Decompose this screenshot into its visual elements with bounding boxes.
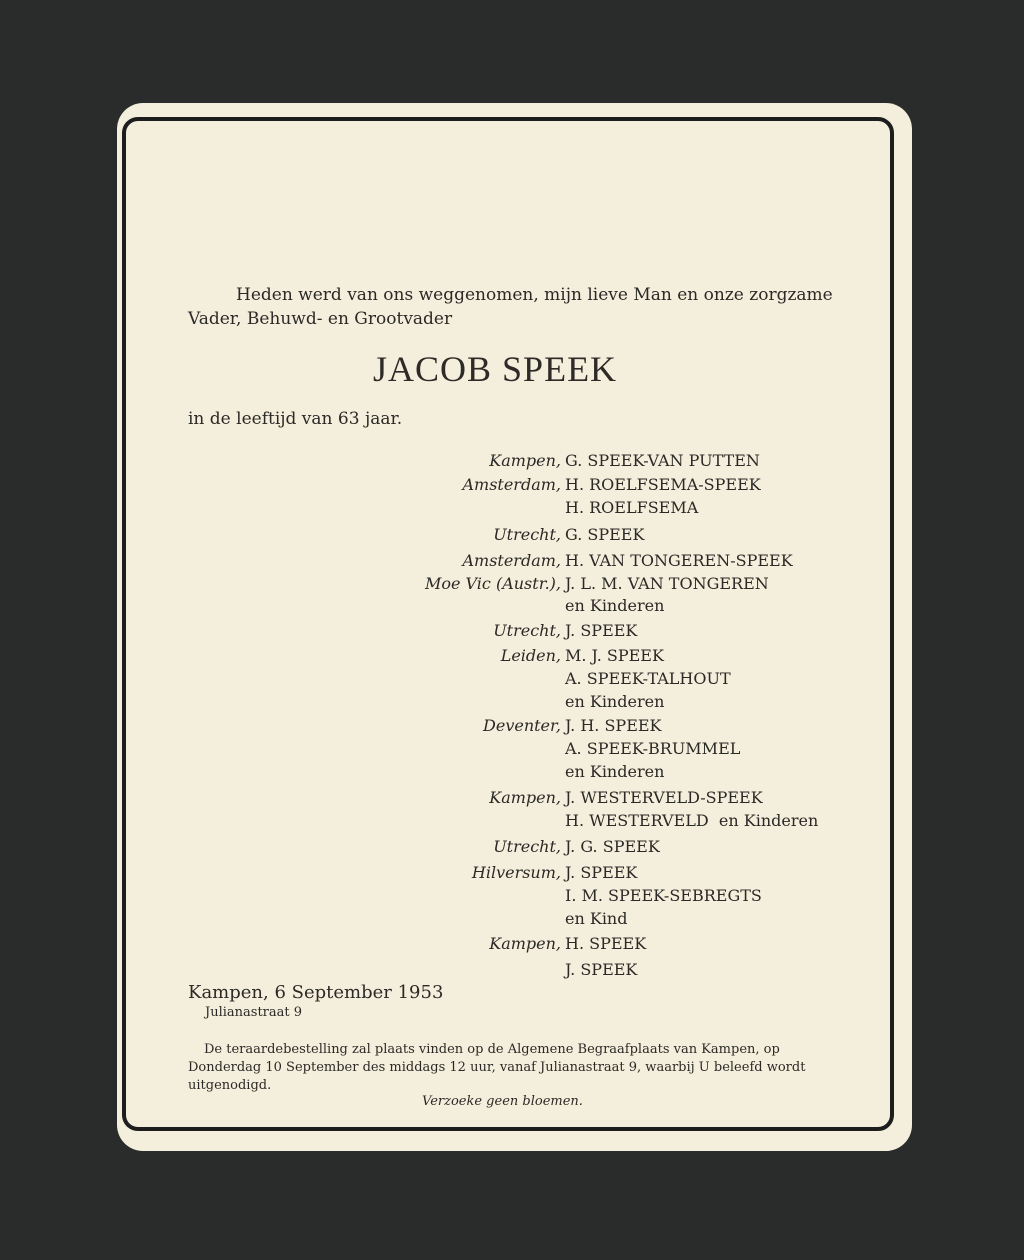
mourner-place: Hilversum, xyxy=(471,863,561,882)
age-line: in de leeftijd van 63 jaar. xyxy=(188,409,403,429)
mourner-name: H. ROELFSEMA-SPEEK xyxy=(565,475,761,494)
intro-line-2: Vader, Behuwd- en Grootvader xyxy=(188,309,453,329)
mourner-place: Kampen, xyxy=(489,451,561,470)
mourner-name: en Kinderen xyxy=(565,596,665,615)
mourner-name: J. SPEEK xyxy=(565,863,638,882)
mourner-name: J. L. M. VAN TONGEREN xyxy=(565,574,769,593)
mourner-name: I. M. SPEEK-SEBREGTS xyxy=(565,886,762,905)
mourner-name: J. H. SPEEK xyxy=(565,716,662,735)
mourner-place: Utrecht, xyxy=(493,621,561,640)
funeral-notice-line-3: uitgenodigd. xyxy=(188,1078,272,1093)
mourner-name: H. SPEEK xyxy=(565,934,647,953)
mourner-name: H. WESTERVELD en Kinderen xyxy=(565,811,819,830)
mourner-place: Leiden, xyxy=(500,646,561,665)
intro-line-1: Heden werd van ons weggenomen, mijn lieve Man en onze zorgzame xyxy=(236,285,833,305)
mourner-place: Moe Vic (Austr.), xyxy=(424,574,561,593)
date-line: Kampen, 6 September 1953 xyxy=(188,982,444,1003)
mourner-place: Kampen, xyxy=(489,788,561,807)
mourner-name: H. VAN TONGEREN-SPEEK xyxy=(565,551,793,570)
mourner-name: H. ROELFSEMA xyxy=(565,498,699,517)
mourner-name: G. SPEEK xyxy=(565,525,645,544)
mourner-name: M. J. SPEEK xyxy=(565,646,664,665)
mourner-place: Amsterdam, xyxy=(462,475,561,494)
mourner-name: A. SPEEK-TALHOUT xyxy=(565,669,731,688)
mourner-name: J. SPEEK xyxy=(565,621,638,640)
mourner-name: G. SPEEK-VAN PUTTEN xyxy=(565,451,760,470)
address-line: Julianastraat 9 xyxy=(205,1005,303,1020)
mourner-place: Utrecht, xyxy=(493,837,561,856)
no-flowers-note: Verzoeke geen bloemen. xyxy=(422,1094,583,1109)
mourner-place: Amsterdam, xyxy=(462,551,561,570)
mourner-name: J. G. SPEEK xyxy=(565,837,660,856)
mourner-place: Utrecht, xyxy=(493,525,561,544)
funeral-notice-line-2: Donderdag 10 September des middags 12 uur, vanaf Julianastraat 9, waarbij U beleefd wordt xyxy=(188,1060,806,1075)
funeral-notice-line-1: De teraardebestelling zal plaats vinden op de Algemene Begraafplaats van Kampen, op xyxy=(204,1042,780,1057)
mourner-name: en Kind xyxy=(565,909,628,928)
mourner-name: J. WESTERVELD-SPEEK xyxy=(565,788,763,807)
mourner-place: Deventer, xyxy=(483,716,561,735)
mourner-place: Kampen, xyxy=(489,934,561,953)
mourner-name: en Kinderen xyxy=(565,692,665,711)
mourner-name: en Kinderen xyxy=(565,762,665,781)
mourner-name: A. SPEEK-BRUMMEL xyxy=(565,739,741,758)
mourner-name: J. SPEEK xyxy=(565,960,638,979)
deceased-name: JACOB SPEEK xyxy=(373,349,618,389)
